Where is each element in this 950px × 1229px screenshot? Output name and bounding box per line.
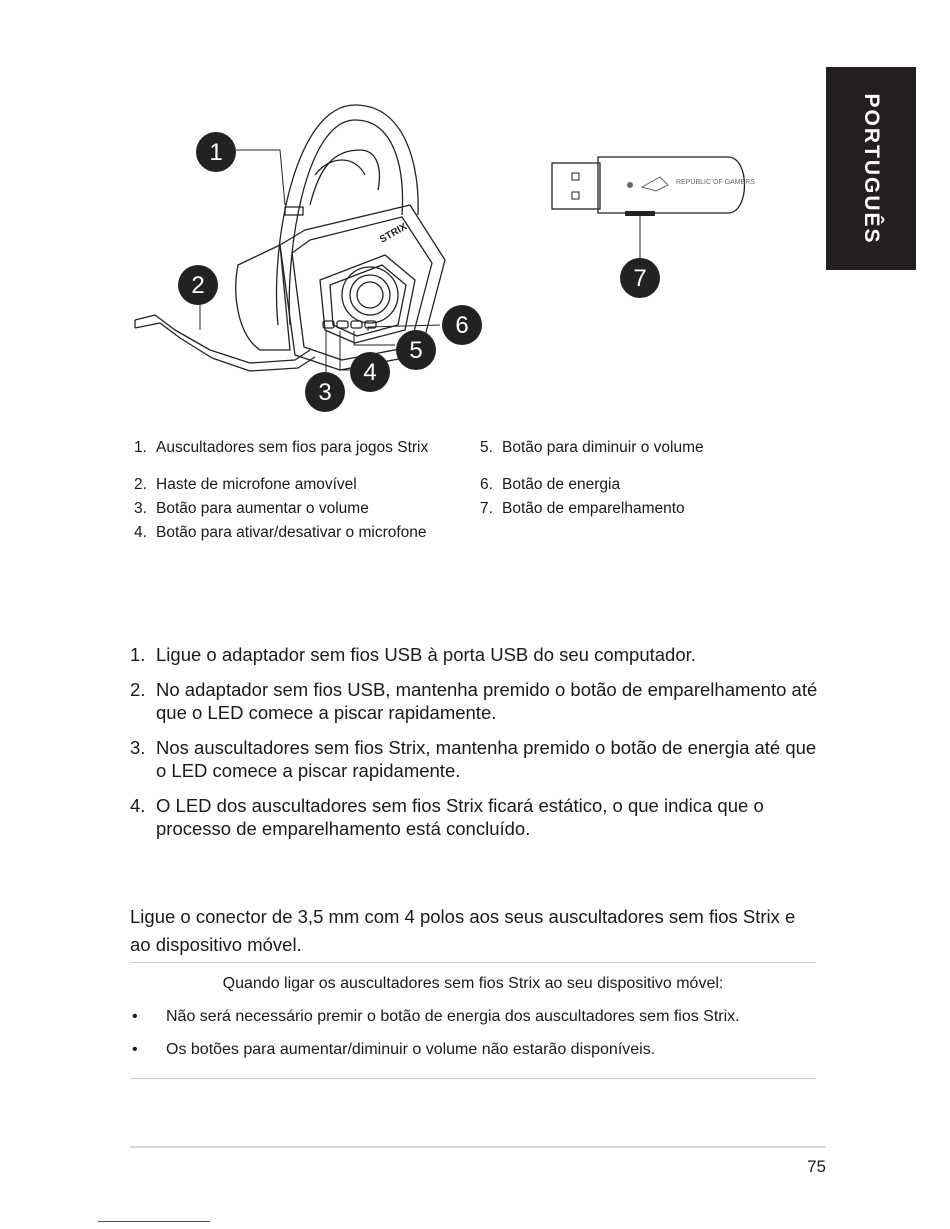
callout-3: [305, 372, 345, 412]
svg-text:5: 5: [409, 337, 423, 364]
callout-2: [178, 265, 218, 305]
usb-dongle-drawing: [552, 157, 755, 216]
svg-text:4: 4: [363, 359, 377, 386]
footer-divider: [130, 1146, 826, 1148]
step-item: 4. O LED dos auscultadores sem fios Strix ficará estático, o que indica que o processo de emparelhamento está concluído.: [130, 795, 764, 839]
list-item: 6. Botão de energia: [480, 476, 621, 493]
headset-and-dongle-illustration: [120, 95, 755, 425]
note-bullet: • Os botões para aumentar/diminuir o volume não estarão disponíveis.: [132, 1041, 656, 1058]
page-number: 75: [807, 1157, 826, 1176]
callout-5: [396, 330, 436, 370]
list-item: 2. Haste de microfone amovível: [134, 476, 357, 493]
note-box: [130, 962, 816, 1079]
svg-text:3: 3: [318, 379, 332, 406]
svg-text:6: 6: [455, 312, 469, 339]
callout-1: [196, 132, 236, 172]
svg-text:7: 7: [633, 265, 647, 292]
callout-4: [350, 352, 390, 392]
callout-7: [620, 258, 660, 298]
bullet-glyph: •: [132, 1008, 138, 1025]
list-item: 4. Botão para ativar/desativar o microfone: [134, 524, 427, 541]
dongle-logo-text: REPUBLIC OF GAMERS: [676, 179, 755, 186]
connect-paragraph: Ligue o conector de 3,5 mm com 4 polos aos seus auscultadores sem fios Strix e ao dispositivo móvel.: [130, 906, 796, 955]
bullet-glyph: •: [132, 1041, 138, 1058]
link-underline: [98, 1221, 210, 1222]
note-bullet: • Não será necessário premir o botão de energia dos auscultadores sem fios Strix.: [132, 1008, 740, 1025]
step-item: 3. Nos auscultadores sem fios Strix, mantenha premido o botão de energia até que o LED comece a piscar rapidamente.: [130, 737, 817, 781]
parts-list-left: [134, 436, 428, 545]
step-item: 1. Ligue o adaptador sem fios USB à porta USB do seu computador.: [130, 644, 696, 665]
headset-brand-text: STRIX: [378, 221, 410, 246]
list-item: 3. Botão para aumentar o volume: [134, 500, 369, 517]
callout-6: [442, 305, 482, 345]
note-title: Quando ligar os auscultadores sem fios Strix ao seu dispositivo móvel:: [222, 975, 724, 992]
list-item: 5. Botão para diminuir o volume: [480, 439, 704, 456]
product-figure: [120, 95, 755, 425]
list-item: 7. Botão de emparelhamento: [480, 500, 685, 517]
svg-text:1: 1: [209, 139, 223, 166]
pairing-steps: [130, 643, 820, 852]
parts-list-right: [480, 436, 704, 521]
step-item: 2. No adaptador sem fios USB, mantenha premido o botão de emparelhamento até que o LED comece a piscar rapidamente.: [130, 679, 818, 723]
list-item: 1. Auscultadores sem fios para jogos Strix: [134, 439, 429, 456]
language-tab: [826, 67, 916, 270]
svg-text:2: 2: [191, 272, 205, 299]
language-tab-label: PORTUGUÊS: [860, 92, 883, 245]
